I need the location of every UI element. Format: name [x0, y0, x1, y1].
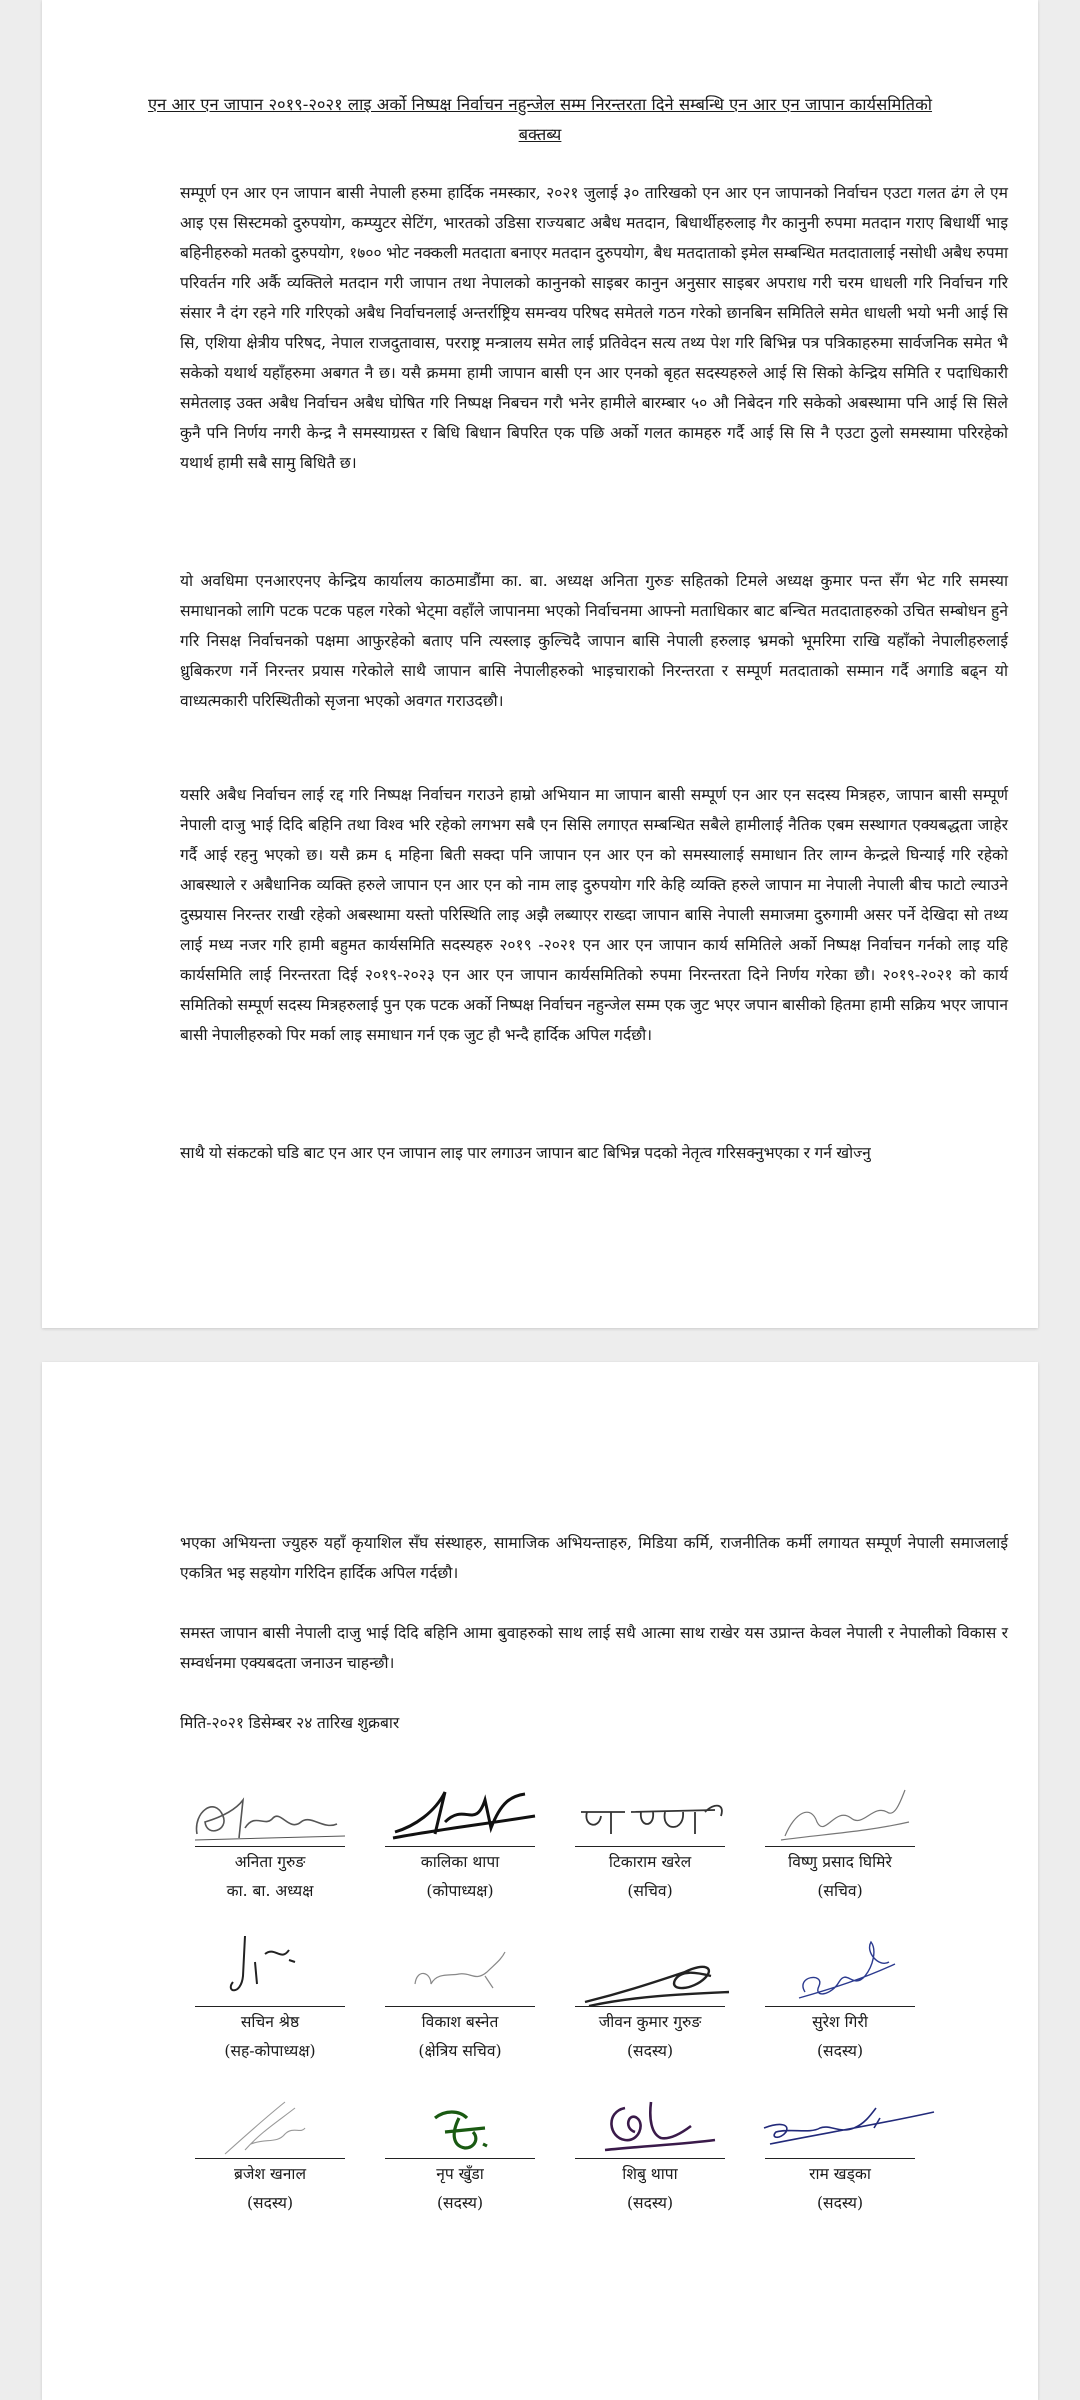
- handwritten-signature: [565, 1932, 735, 2006]
- document-page-1: [42, 0, 1038, 1328]
- signatory-name: अनिता गुरुङ: [234, 1853, 306, 1871]
- signatory-name: कालिका थापा: [420, 1853, 500, 1871]
- handwritten-signature: [185, 1932, 355, 2006]
- document-title: एन आर एन जापान २०१९-२०२१ लाइ अर्को निष्पक्ष निर्वाचन नहुन्जेल सम्म निरन्तरता दिने सम्बन्धि एन आर एन जापान कार्यसमितिको बक्तब्य: [147, 95, 933, 144]
- signatory-role: (कोपाध्यक्ष): [426, 1882, 494, 1900]
- signatory-role: (सदस्य): [246, 2194, 294, 2212]
- handwritten-signature: [185, 1782, 355, 1846]
- paragraph: यसरि अबैध निर्वाचन लाई रद्द गरि निष्पक्ष निर्वाचन गराउने हाम्रो अभियान मा जापान बासी सम्पूर्ण एन आर एन सदस्य मित्रहरु, जापान बासी सम्पूर्ण नेपाली दाजु भाई दिदि बहिनि तथा विश्व भरि रहेको लगभग सबै एन सिसि लगाएत सम्बन्धित सबैले हामीलाई नैतिक एबम सस्थागत एक्यबद्धता जाहेर गर्दै आई रहनु भएको छ। यसै क्रम ६ महिना बिती सक्दा पनि जापान एन आर एन को समस्यालाई समाधान तिर लाग्न केन्द्रले घिन्याई गरि रहेको आबस्थाले र अबैधानिक व्यक्ति हरुले जापान एन आर एन को नाम लाइ दुरुपयोग गरि केहि व्यक्ति हरुले जापान मा नेपाली नेपाली बीच फाटो ल्याउने दुस्प्रयास निरन्तर राखी रहेको अबस्थामा यस्तो परिस्थिति लाइ अझै लब्याएर राख्दा जापान बासि नेपाली समाजमा दुरुगामी असर पर्ने देखिदा सो तथ्य लाई मध्य नजर गरि हामी बहुमत कार्यसमिति सदस्यहरु २०१९ -२०२१ एन आर एन जापान कार्य समितिले अर्को निष्पक्ष निर्वाचन गर्नको लाइ यहि कार्यसमिति लाई निरन्तरता दिई २०१९-२०२३ एन आर एन जापान कार्यसमितिको रुपमा निरन्तरता दिने निर्णय गरेका छौ। २०१९-२०२१ को कार्य समितिको सम्पूर्ण सदस्य मित्रहरुलाई पुन एक पटक अर्को निष्पक्ष निर्वाचन नहुन्जेल सम्म एक जुट भएर जपान बासीको हितमा हामी सक्रिय भएर जापान बासी नेपालीहरुको पिर मर्का लाइ समाधान गर्न एक जुट हौ भन्दै हार्दिक अपिल गर्दछौ।: [180, 786, 1008, 1044]
- signatory-role: (सचिव): [627, 1882, 673, 1900]
- handwritten-signature: [185, 2088, 355, 2158]
- signatory: [750, 1782, 930, 1905]
- handwritten-signature: [565, 2088, 735, 2158]
- signatory: [180, 2088, 360, 2217]
- signature-block: [180, 1782, 1008, 2242]
- signatory: [370, 1782, 550, 1905]
- signatory: [370, 2088, 550, 2217]
- signatory-role: (सचिव): [817, 1882, 863, 1900]
- signatory-name: विकाश बस्नेत: [421, 2013, 499, 2031]
- signatory-name: सचिन श्रेष्ठ: [240, 2013, 300, 2031]
- signatory-role: (सदस्य): [626, 2194, 674, 2212]
- signatory: [560, 2088, 740, 2217]
- handwritten-signature: [375, 1932, 545, 2006]
- signatory-role: (सदस्य): [816, 2042, 864, 2060]
- signatory: [750, 2088, 930, 2217]
- handwritten-signature: [755, 1782, 925, 1846]
- signatory-name: ब्रजेश खनाल: [233, 2165, 307, 2183]
- signatory: [560, 1782, 740, 1905]
- signatory-role: (सदस्य): [436, 2194, 484, 2212]
- signatory-name: टिकाराम खरेल: [608, 1853, 692, 1871]
- signatory: [560, 1932, 740, 2065]
- signatory-name: राम खड्का: [809, 2165, 871, 2183]
- signatory-name: सुरेश गिरी: [812, 2013, 868, 2031]
- document-date: मिति-२०२१ डिसेम्बर २४ तारिख शुक्रबार: [180, 1714, 400, 1732]
- signatory-role: का. बा. अध्यक्ष: [226, 1882, 314, 1900]
- signatory-role: (सह-कोपाध्यक्ष): [224, 2042, 316, 2060]
- signatory: [370, 1932, 550, 2065]
- signatory-role: (सदस्य): [626, 2042, 674, 2060]
- handwritten-signature: [565, 1782, 735, 1846]
- paragraph: समस्त जापान बासी नेपाली दाजु भाई दिदि बहिनि आमा बुवाहरुको साथ लाई सधै आत्मा साथ राखेर यस उप्रान्त केवल नेपाली र नेपालीको विकास र सम्वर्धनमा एक्यबदता जनाउन चाहन्छौ।: [180, 1624, 1008, 1672]
- paragraph: भएका अभियन्ता ज्युहरु यहाँ कृयाशिल सँघ संस्थाहरु, सामाजिक अभियन्ताहरु, मिडिया कर्मि, राजनीतिक कर्मी लगायत सम्पूर्ण नेपाली समाजलाई एकत्रित भइ सहयोग गरिदिन हार्दिक अपिल गर्दछौ।: [180, 1534, 1008, 1582]
- paragraph: सम्पूर्ण एन आर एन जापान बासी नेपाली हरुमा हार्दिक नमस्कार, २०२१ जुलाई ३० तारिखको एन आर एन जापानको निर्वाचन एउटा गलत ढंग ले एम आइ एस सिस्टमको दुरुपयोग, कम्प्युटर सेटिंग, भारतको उडिसा राज्यबाट अबैध मतदान, बिधार्थीहरुलाइ गैर कानुनी रुपमा मतदान गराए बिधार्थी भाइ बहिनीहरुको मतको दुरुपयोग, १७०० भोट नक्कली मतदाता बनाएर मतदान दुरुपयोग, बैध मतदाताको इमेल सम्बन्धित मतदातालाई नसोधी अबैध रुपमा परिवर्तन गरि अर्कै व्यक्तिले मतदान गरी जापान तथा नेपालको कानुनको साइबर कानुन अनुसार साइबर अपराध गरी चरम धाधली गरि निर्वाचन गरि संसार नै दंग रहने गरि गरिएको अबैध निर्वाचनलाई अन्तर्राष्ट्रिय समन्वय परिषद समेतले गठन गरेको छानबिन समितिले समेत धाधली भयो भनी आई सि सि, एशिया क्षेत्रीय परिषद, नेपाल राजदुतावास, परराष्ट्र मन्त्रालय समेत लाई प्रतिवेदन सत्य तथ्य पेश गरि बिभिन्न पत्र पत्रिकाहरुमा सार्वजनिक समेत भै सकेको यथार्थ यहाँहरुमा अबगत नै छ। यसै क्रममा हामी जापान बासी एन आर एनको बृहत सदस्यहरुले आई सि सिको केन्द्रिय समिति र पदाधिकारी समेतलाइ उक्त अबैध निर्वाचन अबैध घोषित गरि निष्पक्ष निबचन गरौ भनेर हामीले बारम्बार ५० औ निबेदन गरि सकेको अबस्थामा पनि आई सि सिले कुनै पनि निर्णय नगरी केन्द्र नै समस्याग्रस्त र बिधि बिधान बिपरित एक पछि अर्को गलत कामहरु गर्दै आई सि सि नै एउटा ठुलो समस्यामा परिरहेको यथार्थ हामी सबै सामु बिधितै छ।: [180, 184, 1008, 472]
- signatory-name: विष्णु प्रसाद घिमिरे: [788, 1853, 892, 1871]
- signatory-name: शिबु थापा: [622, 2165, 678, 2183]
- signatory: [750, 1932, 930, 2065]
- signatory: [180, 1932, 360, 2065]
- handwritten-signature: [755, 1932, 925, 2006]
- paragraph: साथै यो संकटको घडि बाट एन आर एन जापान लाइ पार लगाउन जापान बाट बिभिन्न पदको नेतृत्व गरिसक्नुभएका र गर्न खोज्नु: [180, 1144, 871, 1162]
- handwritten-signature: [375, 1782, 545, 1846]
- handwritten-signature: [750, 2088, 940, 2158]
- signatory-name: नृप खुँडा: [436, 2165, 484, 2183]
- signatory-name: जीवन कुमार गुरुङ: [598, 2013, 702, 2031]
- paragraph: यो अवधिमा एनआरएनए केन्द्रिय कार्यालय काठमाडौंमा का. बा. अध्यक्ष अनिता गुरुङ सहितको टिमले अध्यक्ष कुमार पन्त सँग भेट गरि समस्या समाधानको लागि पटक पटक पहल गरेको भेट्मा वहाँले जापानमा भएको निर्वाचनमा आफ्नो मताधिकार बाट बन्चित मतदाताहरुको उचित सम्बोधन हुने गरि निसक्ष निर्वाचनको पक्षमा आफुरहेको बताए पनि त्यस्लाइ कुल्चिदै जापान बासि नेपाली हरुलाइ भ्रमको भूमरिमा राखि यहाँको नेपालीहरुलाई ध्रुबिकरण गर्ने निरन्तर प्रयास गरेकोले साथै जापान बासि नेपालीहरुको भाइचाराको निरन्तरता र सम्पूर्ण मतदाताको सम्मान गर्दै अगाडि बढ्न यो वाध्यत्मकारी परिस्थितीको सृजना भएको अवगत गराउदछौ।: [180, 572, 1008, 710]
- handwritten-signature: [375, 2088, 545, 2158]
- document-page-2: [42, 1362, 1038, 2400]
- signatory: [180, 1782, 360, 1905]
- signatory-role: (सदस्य): [816, 2194, 864, 2212]
- signatory-role: (क्षेत्रिय सचिव): [418, 2042, 502, 2060]
